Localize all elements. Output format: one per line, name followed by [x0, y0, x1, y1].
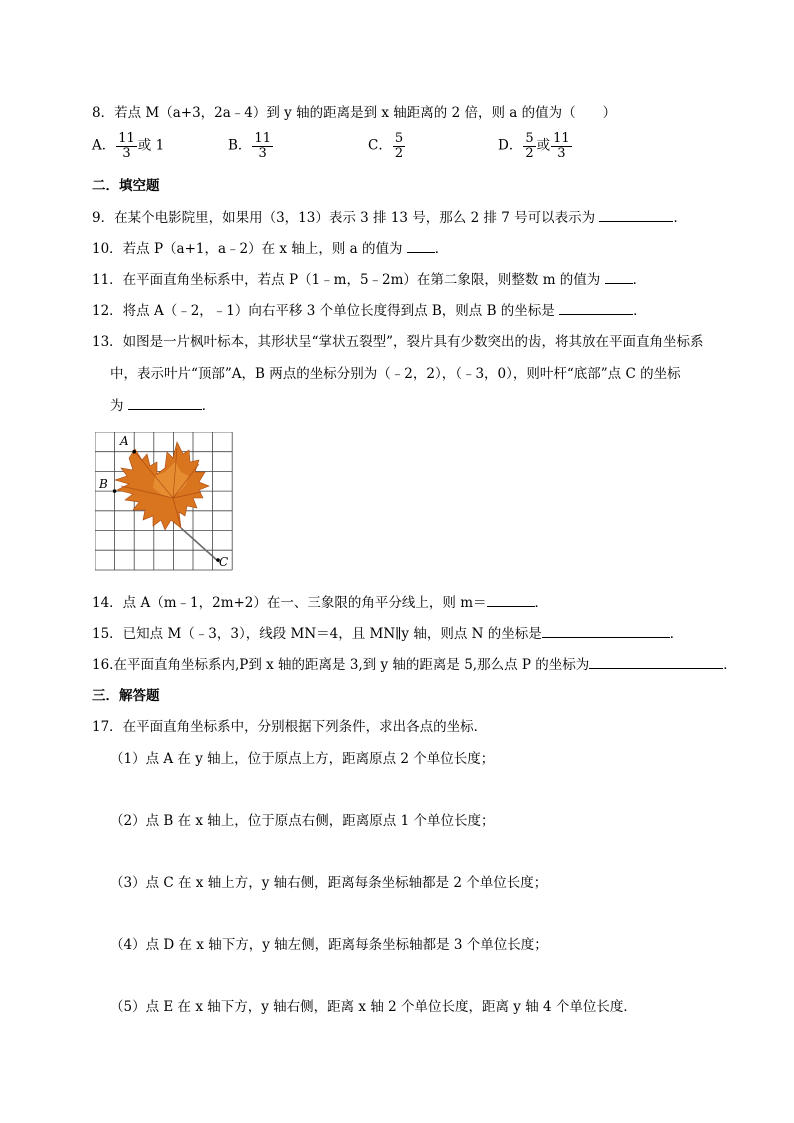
- q8-option-b[interactable]: B． $\frac{11}{3}$: [228, 131, 271, 161]
- question-16: 16.在平面直角坐标系内,P到 x 轴的距离是 3,到 y 轴的距离是 5,那么点 P 的坐标为 ．: [92, 654, 737, 675]
- point-a: [132, 450, 136, 454]
- question-15: 15．已知点 M（﹣3，3），线段 MN＝4，且 MN∥y 轴，则点 N 的坐标是 ．: [92, 623, 683, 644]
- maple-leaf-figure: [95, 432, 237, 576]
- answer-blank-9[interactable]: [599, 207, 673, 222]
- answer-blank-11[interactable]: [605, 269, 633, 284]
- question-17: 17．在平面直角坐标系中，分别根据下列条件，求出各点的坐标．: [92, 719, 488, 735]
- point-b: [113, 489, 117, 493]
- question-10: 10．若点 P（a+1，a﹣2）在 x 轴上，则 a 的值为 ．: [92, 238, 448, 259]
- answer-blank-15[interactable]: [542, 623, 670, 638]
- answer-blank-13[interactable]: [128, 395, 202, 410]
- maple-leaf-grid: [95, 432, 237, 572]
- question-11: 11．在平面直角坐标系中，若点 P（1﹣m，5﹣2m）在第二象限，则整数 m 的值为 ．: [92, 269, 646, 290]
- q8-option-a[interactable]: A． $\frac{11}{3}$ 或 1: [92, 131, 165, 161]
- question-12: 12．将点 A（﹣2，﹣1）向右平移 3 个单位长度得到点 B，则点 B 的坐标是 ．: [92, 300, 647, 321]
- question-8-text: 8．若点 M（a+3，2a﹣4）到 y 轴的距离是到 x 轴距离的 2 倍，则 a 的值为（ ）: [92, 105, 617, 121]
- question-17-part-4: （4）点 D 在 x 轴下方，y 轴左侧，距离每条坐标轴都是 3 个单位长度；: [110, 937, 548, 953]
- question-17-part-5: （5）点 E 在 x 轴下方，y 轴右侧，距离 x 轴 2 个单位长度，距离 y 轴 4 个单位长度．: [110, 999, 637, 1015]
- question-13-line-2: 中，表示叶片“顶部”A，B 两点的坐标分别为（﹣2，2），（﹣3，0），则叶杆“底部”点 C 的坐标: [110, 366, 681, 382]
- answer-blank-16[interactable]: [589, 654, 723, 669]
- question-17-part-1: （1）点 A 在 y 轴上，位于原点上方，距离原点 2 个单位长度；: [110, 751, 495, 767]
- label-b: B: [99, 477, 108, 491]
- answer-blank-12[interactable]: [559, 300, 633, 315]
- label-c: C: [219, 555, 229, 569]
- question-13-line-1: 13．如图是一片枫叶标本，其形状呈“掌状五裂型”，裂片具有少数突出的齿，将其放在平面直角坐标系: [92, 334, 704, 350]
- question-8: [92, 103, 616, 123]
- question-13-line-3: 为 ．: [110, 395, 215, 416]
- question-9: 9．在某个电影院里，如果用（3，13）表示 3 排 13 号，那么 2 排 7 号可以表示为 ．: [92, 207, 687, 228]
- leaf-stem: [181, 528, 219, 562]
- answer-blank-14[interactable]: [487, 592, 535, 607]
- question-17-part-3: （3）点 C 在 x 轴上方，y 轴右侧，距离每条坐标轴都是 2 个单位长度；: [110, 875, 548, 891]
- section-heading-fill-blank: 二．填空题: [92, 178, 160, 194]
- section-heading-answer: 三．解答题: [92, 688, 160, 704]
- q8-option-d[interactable]: D． $\frac{5}{2}$ 或 $\frac{11}{3}$: [498, 131, 570, 161]
- answer-blank-10[interactable]: [407, 238, 435, 253]
- question-17-part-2: （2）点 B 在 x 轴上，位于原点右侧，距离原点 1 个单位长度；: [110, 813, 495, 829]
- q8-option-c[interactable]: C． $\frac{5}{2}$: [368, 131, 404, 161]
- label-a: A: [120, 434, 129, 448]
- question-14: 14．点 A（m﹣1，2m+2）在一、三象限的角平分线上，则 m＝ ．: [92, 592, 548, 613]
